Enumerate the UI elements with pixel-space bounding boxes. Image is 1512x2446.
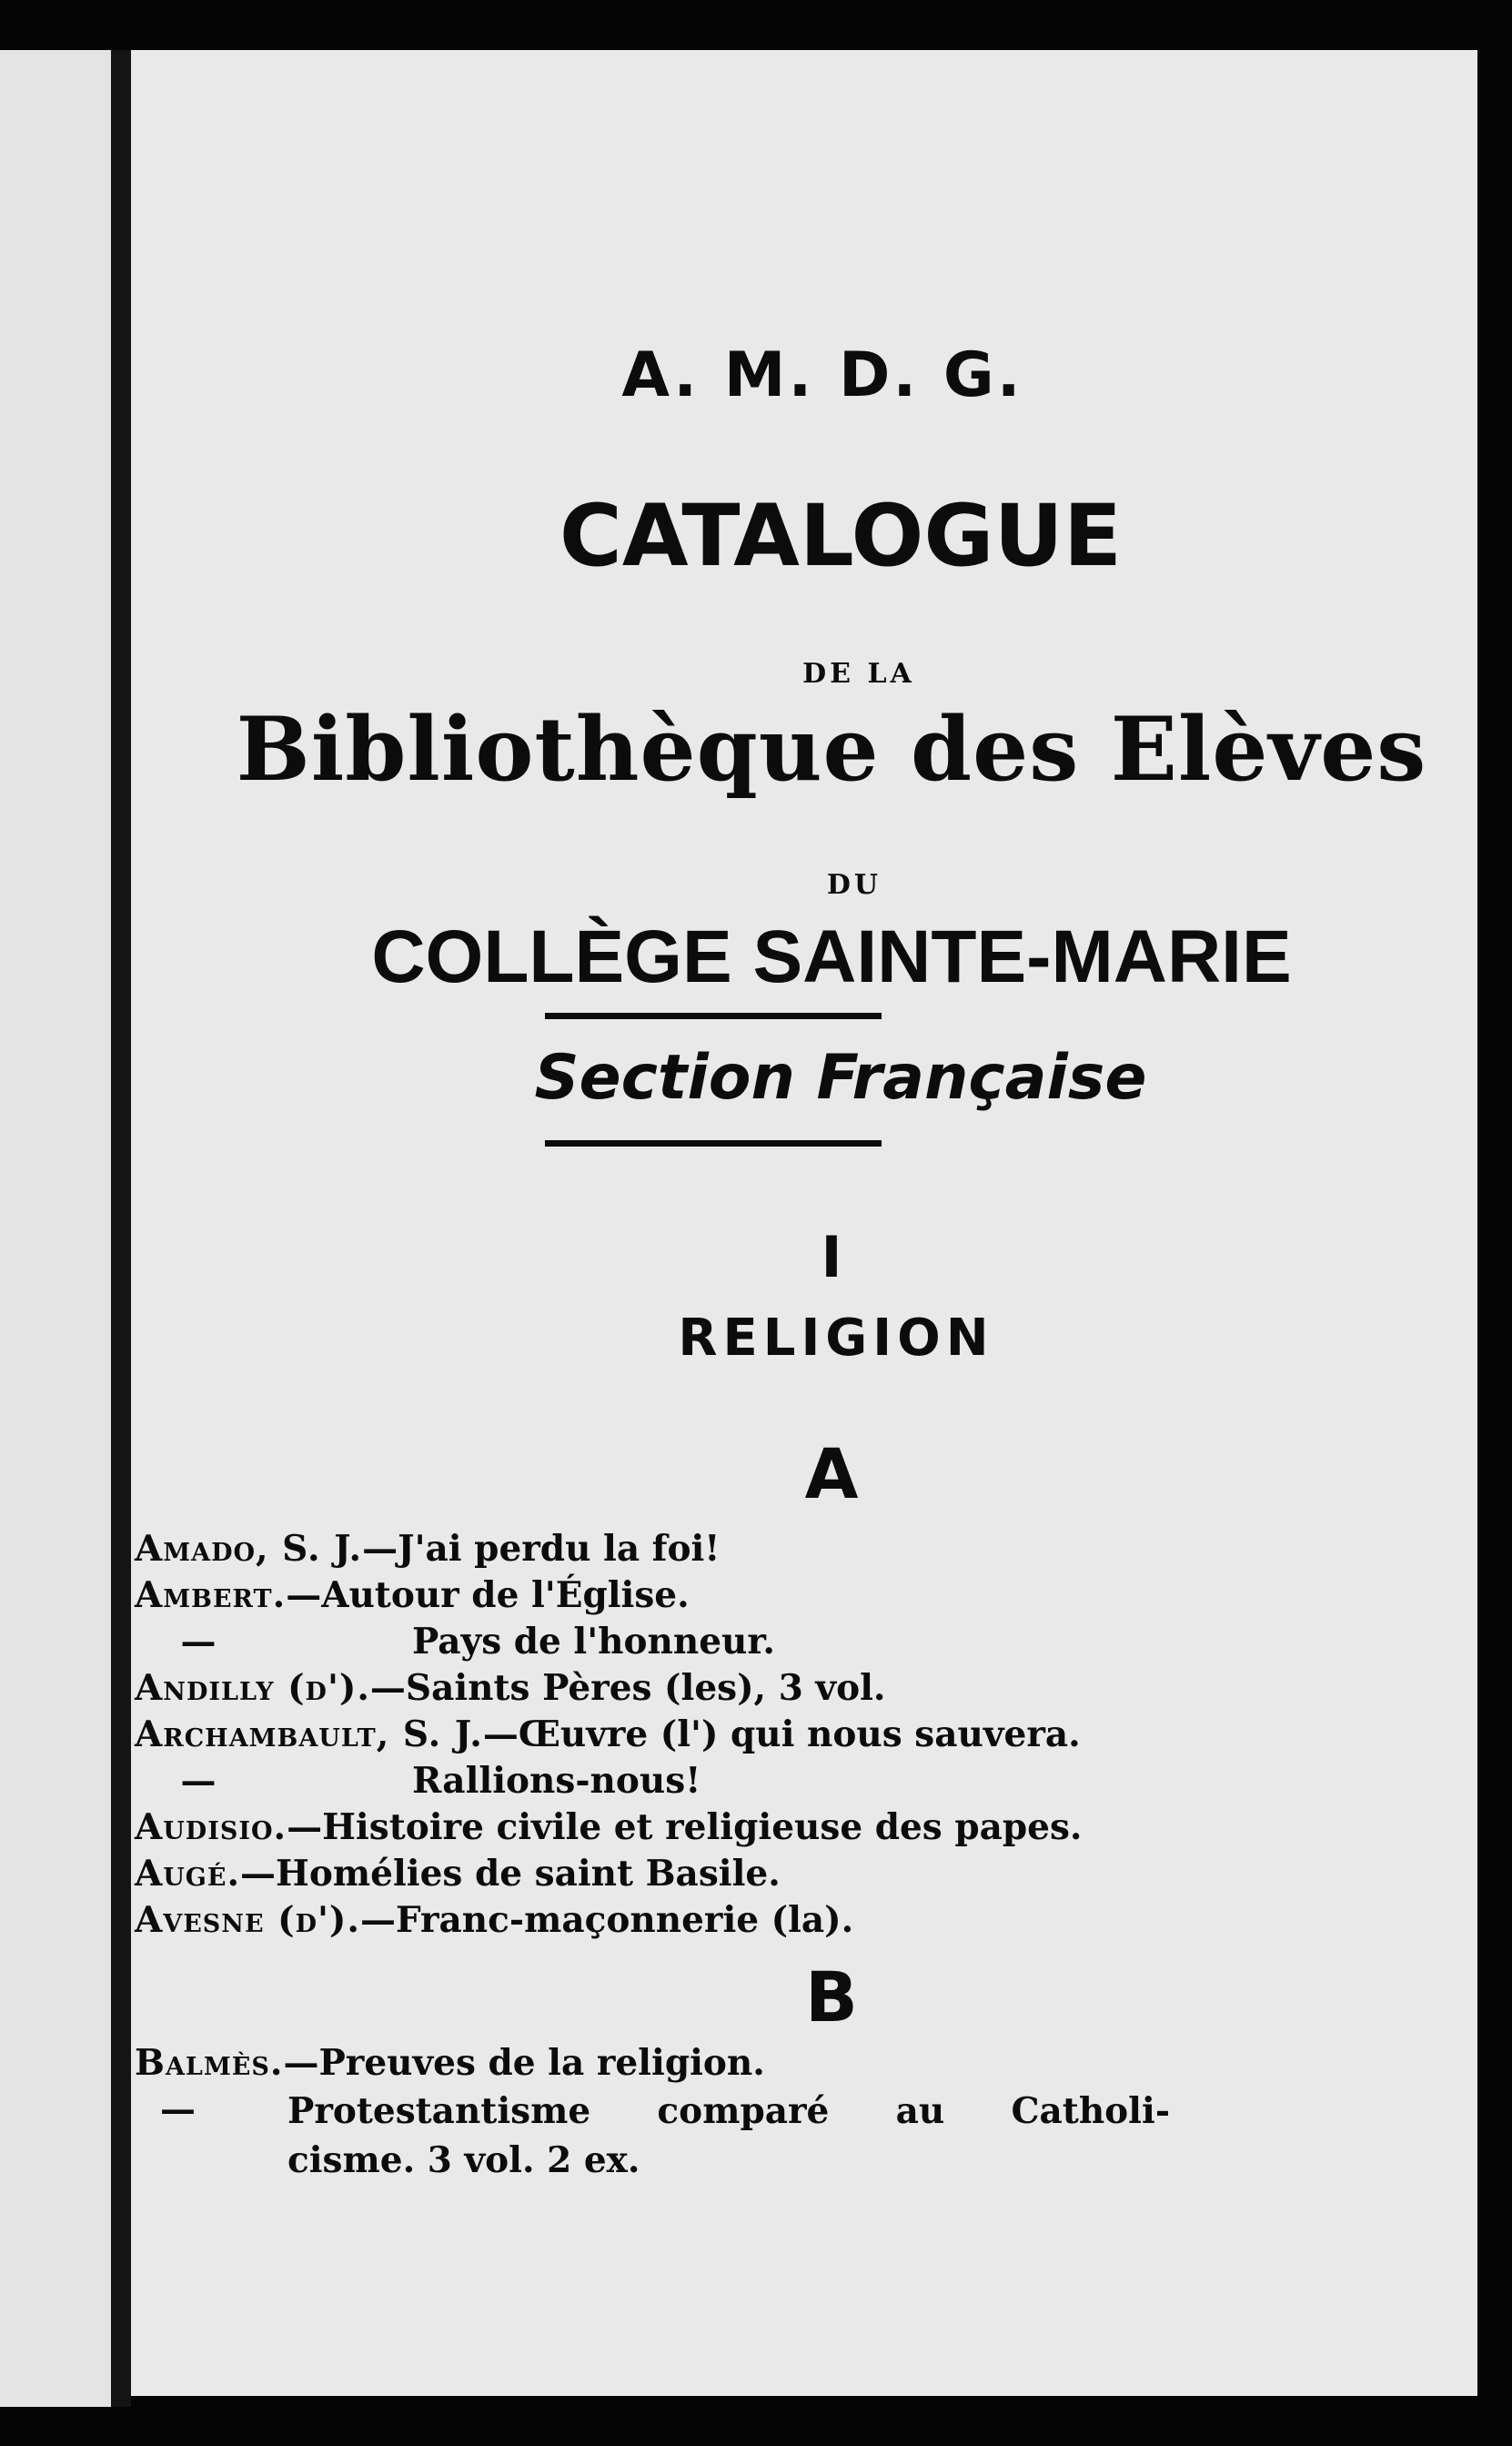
amdg-motto: A. M. D. G. — [621, 339, 1023, 411]
list-item — [135, 1526, 1426, 1572]
letter-heading-b: B — [805, 1956, 858, 2037]
college-name: COLLÈGE SAINTE-MARIE — [371, 915, 1292, 998]
entry-author: Amado, S. J. — [135, 1528, 363, 1570]
list-item — [135, 1665, 1426, 1712]
list-item — [135, 1572, 1426, 1619]
entry-author: Ambert. — [135, 1574, 287, 1616]
entries-list-a — [135, 1526, 1426, 1944]
de-la-line: DE LA — [802, 658, 915, 690]
catalogue-page — [131, 50, 1477, 2396]
entry-title: —Œuvre (l') qui nous sauvera. — [482, 1713, 1081, 1755]
entries-list-b — [135, 2040, 1426, 2185]
list-item — [135, 1804, 1426, 1851]
entry-title-line-1: Protestantisme comparé au Catholi- — [287, 2090, 1170, 2132]
entry-title: —Franc-maçonnerie (la). — [359, 1899, 854, 1941]
entry-title: —Autour de l'Église. — [286, 1574, 690, 1616]
entry-title-line-2: cisme. 3 vol. 2 ex. — [287, 2139, 640, 2181]
part-numeral: I — [821, 1224, 842, 1290]
binding-gutter — [111, 50, 131, 2407]
list-item — [135, 1851, 1426, 1897]
entry-title: Rallions-nous! — [412, 1760, 701, 1802]
entry-title: —Preuves de la religion. — [283, 2042, 765, 2084]
entry-title: Pays de l'honneur. — [412, 1621, 775, 1663]
ditto-dash: — — [180, 1760, 217, 1802]
top-rule — [545, 1013, 882, 1019]
entry-author: Andilly (d'). — [135, 1667, 370, 1709]
du-line: DU — [826, 869, 882, 901]
entry-author: Balmès. — [135, 2042, 284, 2084]
entry-author: Archambault, S. J. — [135, 1713, 483, 1755]
list-item — [135, 1712, 1426, 1758]
adjacent-page-strip — [0, 50, 111, 2407]
ditto-dash: — — [180, 1621, 217, 1663]
ditto-dash: — — [160, 2088, 196, 2130]
list-item — [135, 2040, 1426, 2087]
section-title: Section Française — [534, 1042, 1147, 1114]
letter-heading-a: A — [804, 1433, 859, 1514]
catalogue-heading: CATALOGUE — [559, 487, 1123, 586]
part-title: RELIGION — [678, 1309, 994, 1368]
entry-title: —J'ai perdu la foi! — [362, 1528, 721, 1570]
list-item — [135, 2087, 1426, 2185]
entry-author: Avesne (d'). — [135, 1899, 360, 1941]
list-item — [135, 1619, 1426, 1665]
entry-title — [251, 2087, 1170, 2185]
entry-author: Audisio. — [135, 1806, 287, 1848]
entry-title: —Saints Pères (les), 3 vol. — [369, 1667, 886, 1709]
list-item — [135, 1897, 1426, 1944]
library-title: Bibliothèque des Elèves — [236, 698, 1427, 801]
entry-title: —Histoire civile et religieuse des papes. — [287, 1806, 1083, 1848]
bottom-rule — [545, 1140, 882, 1147]
list-item — [135, 1758, 1426, 1804]
entry-title: —Homélies de saint Basile. — [240, 1853, 781, 1895]
entry-author: Augé. — [135, 1853, 241, 1895]
